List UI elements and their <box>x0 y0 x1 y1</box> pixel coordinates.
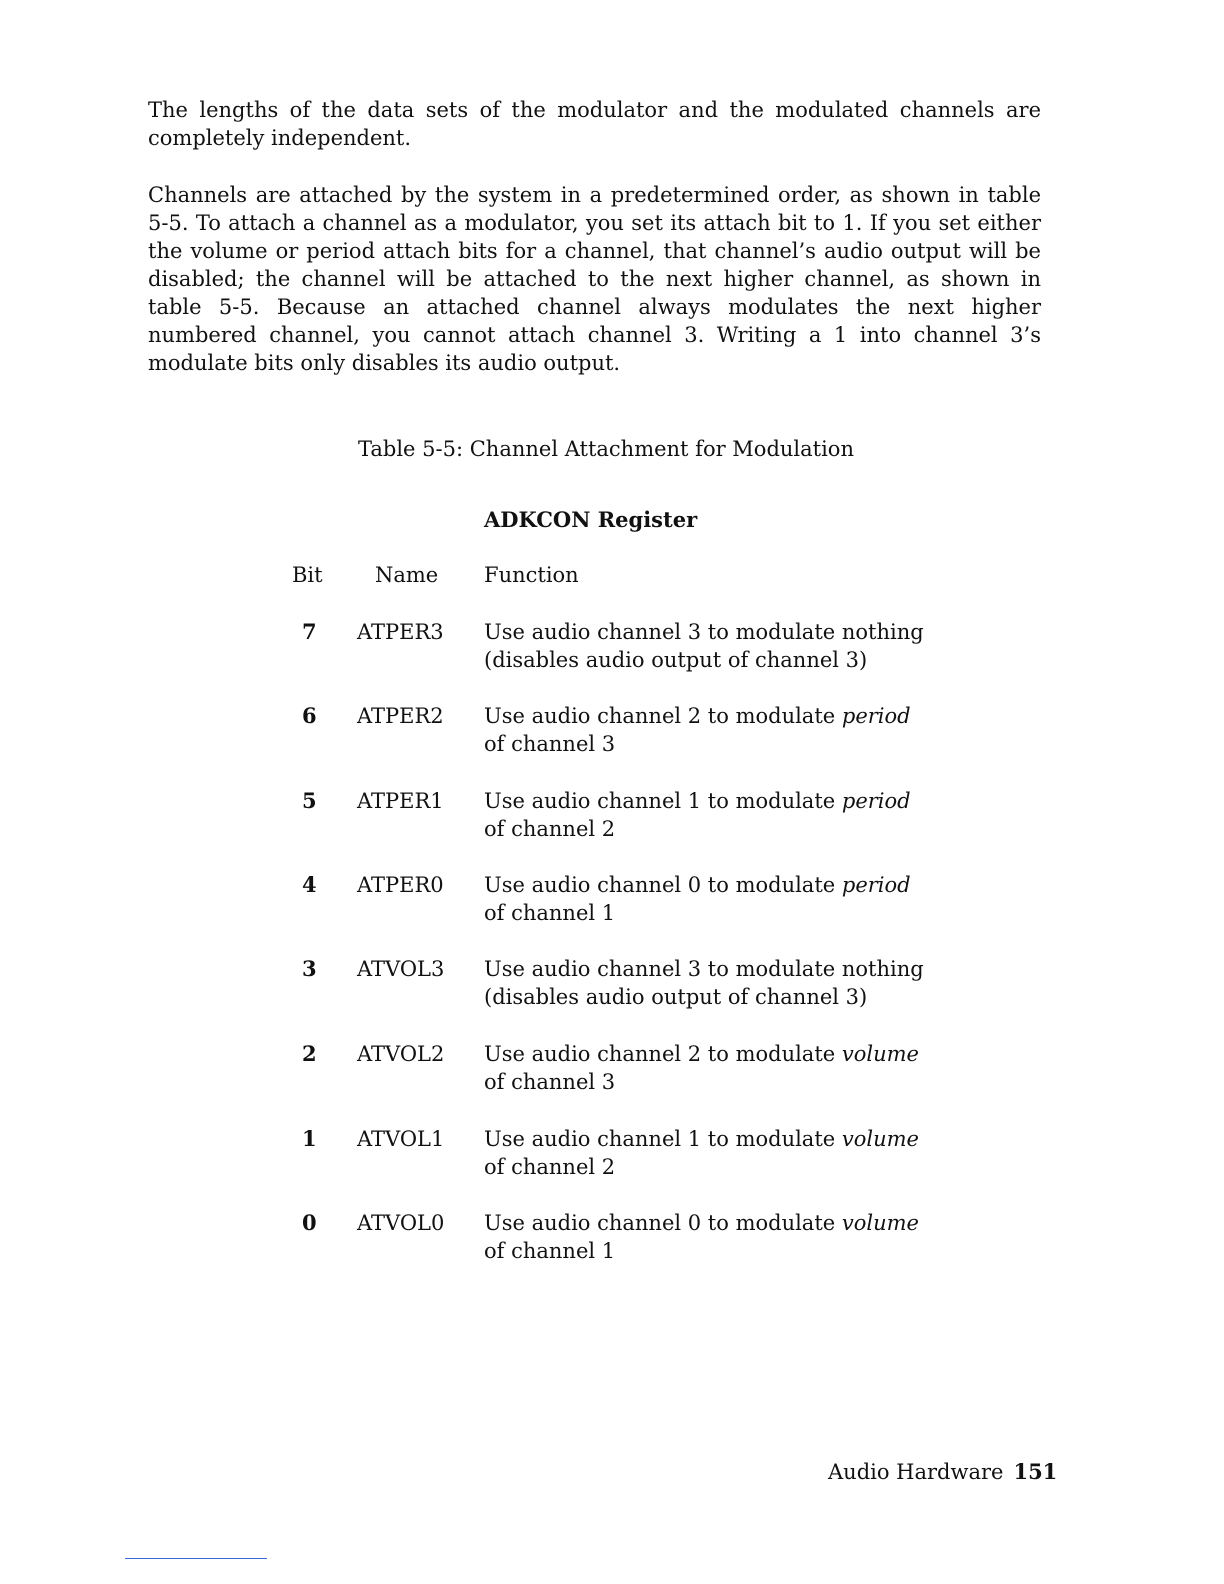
table-row <box>0 618 1224 674</box>
function-description <box>484 618 944 674</box>
footer-section-title: Audio Hardware <box>828 1460 1004 1484</box>
function-text: Use audio channel 1 to modulate <box>484 789 842 813</box>
register-name: ATPER1 <box>357 789 444 813</box>
function-emphasis: volume <box>841 1042 919 1066</box>
bit-value: 2 <box>302 1041 317 1066</box>
register-name: ATVOL0 <box>357 1211 445 1235</box>
register-name: ATPER0 <box>357 873 444 897</box>
register-name: ATVOL3 <box>357 957 445 981</box>
table-row <box>0 1040 1224 1096</box>
bit-value: 1 <box>302 1126 317 1151</box>
register-name: ATVOL2 <box>357 1042 445 1066</box>
bit-value: 5 <box>302 788 317 813</box>
register-name: ATPER3 <box>357 620 444 644</box>
table-row <box>0 955 1224 1011</box>
function-text: Use audio channel 2 to modulate <box>484 1042 842 1066</box>
function-text-line2: of channel 3 <box>484 1070 616 1094</box>
bit-value: 3 <box>302 956 317 981</box>
function-text-line2: of channel 1 <box>484 1239 616 1263</box>
function-text: Use audio channel 1 to modulate <box>484 1127 842 1151</box>
register-name: ATPER2 <box>357 704 444 728</box>
page-number: 151 <box>1013 1459 1058 1484</box>
bit-value: 0 <box>302 1210 317 1235</box>
function-emphasis: period <box>841 789 911 813</box>
column-header-function: Function <box>484 563 579 587</box>
table-row <box>0 1125 1224 1181</box>
function-text: Use audio channel 2 to modulate <box>484 704 842 728</box>
function-text: Use audio channel 0 to modulate <box>484 1211 842 1235</box>
page-footer <box>828 1458 1057 1486</box>
function-description <box>484 871 944 927</box>
function-text: Use audio channel 3 to modulate nothing <box>484 957 924 981</box>
function-emphasis: volume <box>841 1127 919 1151</box>
divider-line <box>125 1558 267 1559</box>
table-row <box>0 702 1224 758</box>
function-text-line2: of channel 1 <box>484 901 616 925</box>
bit-value: 4 <box>302 872 317 897</box>
function-description <box>484 955 944 1011</box>
paragraph-2: Channels are attached by the system in a predetermined order, as shown in table 5-5. To attach a channel as a modulator, you set its attach bit to 1. If you set either the volume or period attach bits for a channel, that channel’s audio output will be disabled; the channel will be attached to the next higher channel, as shown in table 5-5. Because an attached channel always modulates the next higher numbered channel, you cannot attach channel 3. Writing a 1 into channel 3’s modulate bits only disables its audio output. <box>148 183 1041 375</box>
function-description <box>484 702 944 758</box>
table-caption: Table 5-5: Channel Attachment for Modulation <box>358 437 854 461</box>
function-text: Use audio channel 3 to modulate nothing <box>484 620 924 644</box>
function-text-line2: of channel 2 <box>484 1155 616 1179</box>
paragraph-1: The lengths of the data sets of the modulator and the modulated channels are completely independent. <box>148 98 1041 150</box>
function-text-line2: (disables audio output of channel 3) <box>484 648 868 672</box>
table-row <box>0 787 1224 843</box>
function-emphasis: period <box>841 873 911 897</box>
function-description <box>484 1040 944 1096</box>
register-name: ATVOL1 <box>357 1127 445 1151</box>
register-title: ADKCON Register <box>484 507 698 532</box>
table-row <box>0 1209 1224 1265</box>
function-text-line2: (disables audio output of channel 3) <box>484 985 868 1009</box>
function-description <box>484 1125 944 1181</box>
function-text: Use audio channel 0 to modulate <box>484 873 842 897</box>
function-emphasis: volume <box>841 1211 919 1235</box>
function-text-line2: of channel 2 <box>484 817 616 841</box>
function-description <box>484 787 944 843</box>
column-header-name: Name <box>375 563 439 587</box>
table-row <box>0 871 1224 927</box>
column-header-bit: Bit <box>292 563 323 587</box>
bit-value: 6 <box>302 703 317 728</box>
bit-value: 7 <box>302 619 317 644</box>
function-description <box>484 1209 944 1265</box>
function-emphasis: period <box>841 704 911 728</box>
function-text-line2: of channel 3 <box>484 732 616 756</box>
